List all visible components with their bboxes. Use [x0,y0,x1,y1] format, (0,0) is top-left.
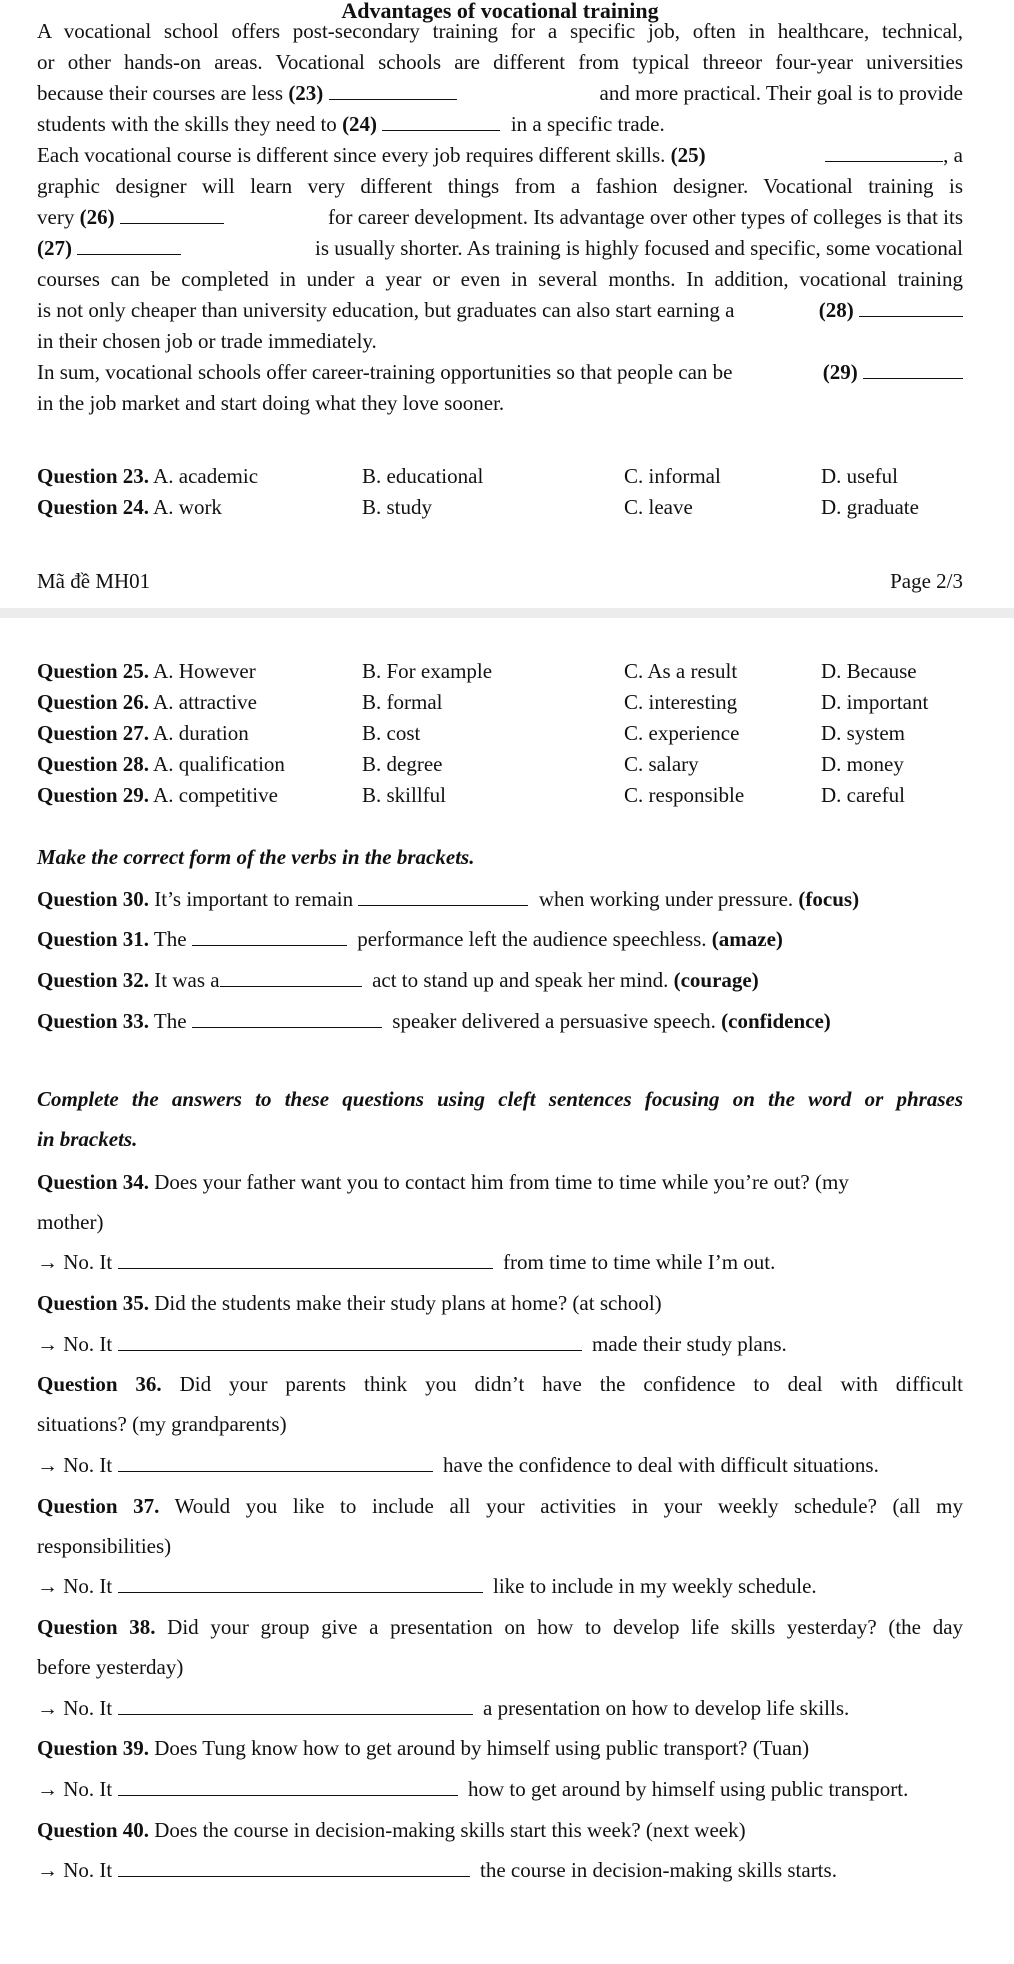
answer-prefix: → No. It [37,1453,113,1477]
answer-blank[interactable] [358,886,528,906]
mc-question-row [37,492,977,522]
answer-blank[interactable] [192,926,347,946]
text: Does Tung know how to get around by himself using public transport? (Tuan) [154,1736,810,1760]
answer-blank[interactable] [118,1249,493,1269]
verbs-instruction: Make the correct form of the verbs in the brackets. [37,845,475,869]
cleft-question [37,1167,963,1197]
answer-blank[interactable] [118,1452,433,1472]
question-number: Question 34. [37,1170,150,1194]
answer-blank[interactable] [118,1573,483,1593]
text: In sum, vocational schools offer career-training opportunities so that people can be [37,360,733,384]
answer-prefix: → No. It [37,1250,113,1274]
cleft-question-cont: mother) [37,1210,104,1234]
text: is not only cheaper than university education, but graduates can also start earning a [37,298,735,322]
option-b[interactable]: B. skillful [362,783,447,807]
option-d[interactable]: D. graduate [821,495,919,519]
option-a[interactable]: A. work [153,495,222,519]
question-number: Question 33. [37,1009,150,1033]
cleft-answer [37,1774,963,1804]
question-number: Question 35. [37,1291,150,1315]
answer-blank[interactable] [118,1857,470,1877]
question-number: Question 23. [37,464,150,488]
hint-word: (courage) [673,968,759,992]
cleft-instruction-cont: in brackets. [37,1127,138,1151]
option-d[interactable]: D. useful [821,464,898,488]
answer-prefix: → No. It [37,1777,113,1801]
blank-23[interactable] [329,80,457,100]
question-number: Question 37. [37,1494,160,1518]
text: and more practical. Their goal is to provide [599,81,963,105]
text: because their courses are less [37,81,284,105]
question-number: Question 32. [37,968,150,992]
text: Does your father want you to contact him from time to time while you’re out? (my [154,1170,849,1194]
passage-line [37,78,963,108]
mc-question-row [37,656,977,686]
gap-number: (24) [342,112,378,136]
passage-line [37,140,963,170]
text: The [153,927,187,951]
text: speaker delivered a persuasive speech. [392,1009,716,1033]
option-a[interactable]: A. competitive [153,783,278,807]
verb-question [37,884,963,914]
cleft-answer [37,1693,963,1723]
gap-number: (28) [818,298,854,322]
text: very [37,205,75,229]
text: Each vocational course is different since every job requires different skills. [37,143,666,167]
answer-prefix: → No. It [37,1574,113,1598]
passage-line: courses can be completed in under a year or even in several months. In addition, vocational training [37,267,963,291]
cleft-question [37,1288,963,1318]
blank-25[interactable] [825,142,943,162]
mc-question-row [37,780,977,810]
cleft-question-cont: responsibilities) [37,1534,172,1558]
question-number: Question 26. [37,690,150,714]
option-a[interactable]: A. However [153,659,256,683]
passage-line: A vocational school offers post-secondary training for a specific job, often in healthcare, technical, [37,19,963,43]
blank-28[interactable] [859,297,963,317]
option-c[interactable]: C. interesting [624,690,738,714]
option-b[interactable]: B. cost [362,721,421,745]
option-a[interactable]: A. academic [153,464,259,488]
option-b[interactable]: B. educational [362,464,484,488]
option-d[interactable]: D. careful [821,783,905,807]
text: Does the course in decision-making skills start this week? (next week) [154,1818,746,1842]
passage-line: graphic designer will learn very different things from a fashion designer. Vocational training is [37,174,963,198]
gap-number: (26) [79,205,115,229]
passage-title: Advantages of vocational training [341,0,659,23]
text: is usually shorter. As training is highly focused and specific, some vocational [315,236,963,260]
text: a presentation on how to develop life skills. [483,1696,850,1720]
mc-question-row [37,749,977,779]
text: Did the students make their study plans at home? (at school) [154,1291,662,1315]
option-c[interactable]: C. leave [624,495,693,519]
cleft-answer [37,1329,963,1359]
option-a[interactable]: A. attractive [153,690,257,714]
answer-blank[interactable] [192,1008,382,1028]
text: from time to time while I’m out. [503,1250,776,1274]
cleft-question-cont: before yesterday) [37,1655,184,1679]
cleft-question [37,1612,963,1642]
option-b[interactable]: B. formal [362,690,443,714]
question-number: Question 24. [37,495,150,519]
passage-line [37,202,963,232]
text: performance left the audience speechless. [357,927,707,951]
text: have the confidence to deal with difficult situations. [443,1453,879,1477]
option-d[interactable]: D. system [821,721,905,745]
cleft-instruction: Complete the answers to these questions using cleft sentences focusing on the word or phrases [37,1087,963,1111]
option-b[interactable]: B. degree [362,752,443,776]
passage-line: or other hands-on areas. Vocational schools are different from typical threeor four-year universities [37,50,963,74]
text: students with the skills they need to [37,112,337,136]
text: act to stand up and speak her mind. [372,968,669,992]
question-number: Question 36. [37,1372,162,1396]
text: for career development. Its advantage over other types of colleges is that its [327,205,963,229]
cleft-answer [37,1247,963,1277]
cleft-question [37,1369,963,1399]
answer-blank[interactable] [118,1695,473,1715]
answer-blank[interactable] [118,1776,458,1796]
option-b[interactable]: B. For example [362,659,493,683]
blank-26[interactable] [120,204,224,224]
text: how to get around by himself using public transport. [468,1777,909,1801]
text: in a specific trade. [510,112,665,136]
question-number: Question 27. [37,721,150,745]
hint-word: (confidence) [721,1009,831,1033]
gap-number: (29) [822,360,858,384]
passage-line: in their chosen job or trade immediately. [37,329,377,353]
question-number: Question 31. [37,927,150,951]
text: Did your group give a presentation on how to develop life skills yesterday? (the day [167,1615,964,1639]
passage-line [37,109,963,139]
answer-prefix: → No. It [37,1858,113,1882]
page-2 [0,618,1014,1964]
passage-line [37,233,963,263]
mc-question-row [37,718,977,748]
cleft-answer [37,1855,963,1885]
gap-number: (23) [288,81,324,105]
text: made their study plans. [592,1332,787,1356]
hint-word: (focus) [798,887,860,911]
passage-line [37,357,963,387]
question-number: Question 39. [37,1736,150,1760]
text: Would you like to include all your activities in your weekly schedule? (all my [174,1494,963,1518]
question-number: Question 30. [37,887,150,911]
text: Did your parents think you didn’t have the confidence to deal with difficult [179,1372,964,1396]
text: the course in decision-making skills starts. [480,1858,837,1882]
option-c[interactable]: C. experience [624,721,740,745]
option-b[interactable]: B. study [362,495,433,519]
page-1 [0,0,1014,608]
verb-question [37,924,963,954]
text: The [153,1009,187,1033]
gap-number: (25) [670,143,706,167]
question-number: Question 28. [37,752,150,776]
option-c[interactable]: C. informal [624,464,721,488]
option-d[interactable]: D. money [821,752,904,776]
mc-question-row [37,687,977,717]
option-c[interactable]: C. responsible [624,783,745,807]
hint-word: (amaze) [711,927,783,951]
text: when working under pressure. [538,887,794,911]
cleft-question [37,1815,963,1845]
answer-blank[interactable] [220,967,362,987]
cleft-question [37,1733,963,1763]
passage-line: in the job market and start doing what they love sooner. [37,391,505,415]
blank-24[interactable] [382,111,500,131]
text: It was a [154,968,220,992]
cleft-question [37,1491,963,1521]
passage-line [37,295,963,325]
page-number: Page 2/3 [890,569,963,593]
cleft-answer [37,1450,963,1480]
question-number: Question 38. [37,1615,156,1639]
option-a[interactable]: A. duration [153,721,249,745]
page-footer [37,566,963,596]
question-number: Question 25. [37,659,150,683]
text: It’s important to remain [154,887,354,911]
blank-29[interactable] [863,359,963,379]
answer-blank[interactable] [118,1331,582,1351]
cleft-answer [37,1571,963,1601]
verb-question [37,1006,963,1036]
question-number: Question 40. [37,1818,150,1842]
option-d[interactable]: D. important [821,690,929,714]
exam-code: Mã đề MH01 [37,569,151,593]
answer-prefix: → No. It [37,1332,113,1356]
option-c[interactable]: C. salary [624,752,699,776]
option-a[interactable]: A. qualification [153,752,285,776]
verb-question [37,965,963,995]
cleft-question-cont: situations? (my grandparents) [37,1412,287,1436]
option-d[interactable]: D. Because [821,659,917,683]
page-separator [0,608,1014,618]
text: like to include in my weekly schedule. [493,1574,817,1598]
question-number: Question 29. [37,783,150,807]
option-c[interactable]: C. As a result [624,659,738,683]
text: , a [943,143,963,167]
gap-number: (27) [37,236,72,260]
answer-prefix: → No. It [37,1696,113,1720]
blank-27[interactable] [77,235,181,255]
mc-question-row [37,461,977,491]
